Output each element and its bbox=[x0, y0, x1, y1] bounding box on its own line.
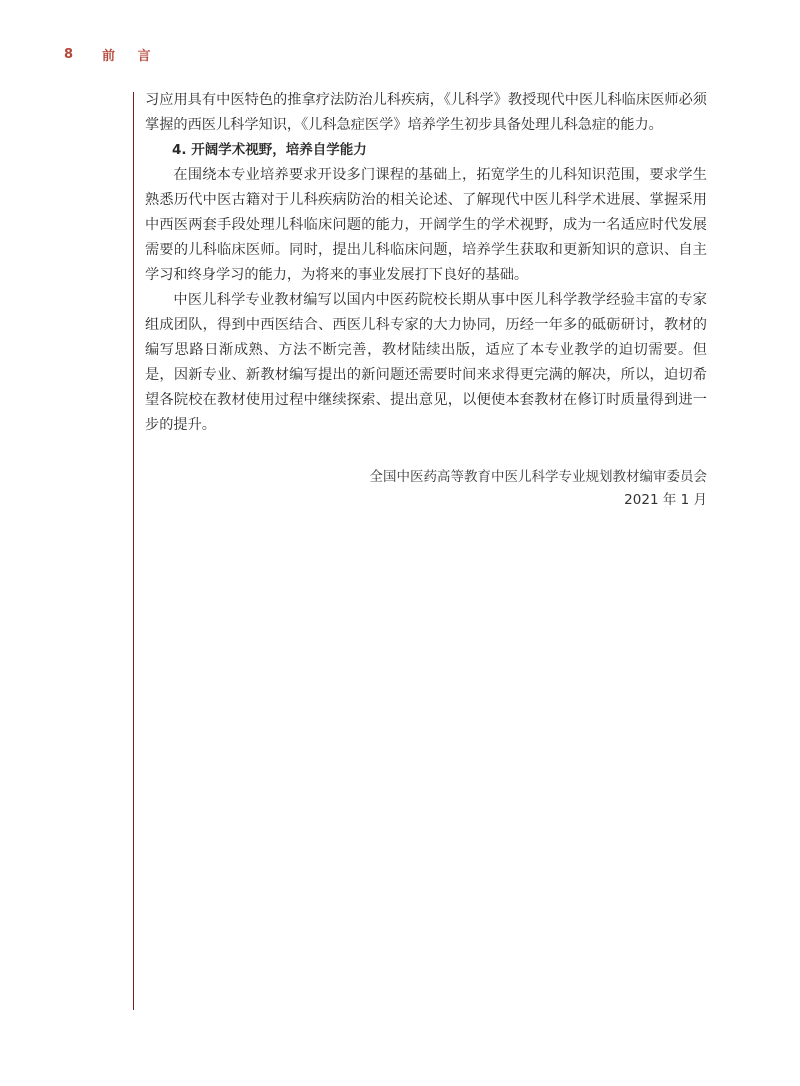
paragraph-academic-vision: 在围绕本专业培养要求开设多门课程的基础上，拓宽学生的儿科知识范围，要求学生熟悉历代中医古籍对于儿科疾病防治的相关论述、了解现代中医儿科学术进展、掌握采用中西医两套手段处理儿科临床问题的能力，开阔学生的学术视野，成为一名适应时代发展需要的儿科临床医师。同时，提出儿科临床问题，培养学生获取和更新知识的意识、自主学习和终身学习的能力，为将来的事业发展打下良好的基础。 bbox=[145, 167, 707, 283]
body-text bbox=[145, 88, 707, 512]
page-number: 8 bbox=[64, 46, 74, 62]
section-heading: 4. 开阔学术视野，培养自学能力 bbox=[172, 142, 367, 158]
section-title: 前 言 bbox=[102, 48, 160, 64]
running-head bbox=[64, 44, 160, 64]
signature-block bbox=[145, 466, 707, 512]
paragraph-continuation: 习应用具有中医特色的推拿疗法防治儿科疾病，《儿科学》教授现代中医儿科临床医师必须掌握的西医儿科学知识，《儿科急症医学》培养学生初步具备处理儿科急症的能力。 bbox=[145, 92, 707, 133]
paragraph-textbook-compilation: 中医儿科学专业教材编写以国内中医药院校长期从事中医儿科学教学经验丰富的专家组成团队，得到中西医结合、西医儿科专家的大力协同，历经一年多的砥砺研讨，教材的编写思路日渐成熟、方法不断完善，教材陆续出版，适应了本专业教学的迫切需要。但是，因新专业、新教材编写提出的新问题还需要时间来求得更完满的解决，所以，迫切希望各院校在教材使用过程中继续探索、提出意见，以便使本套教材在修订时质量得到进一步的提升。 bbox=[145, 292, 707, 433]
margin-rule bbox=[133, 92, 134, 1010]
signature-date: 2021 年 1 月 bbox=[624, 492, 707, 508]
committee-name: 全国中医药高等教育中医儿科学专业规划教材编审委员会 bbox=[369, 469, 707, 485]
